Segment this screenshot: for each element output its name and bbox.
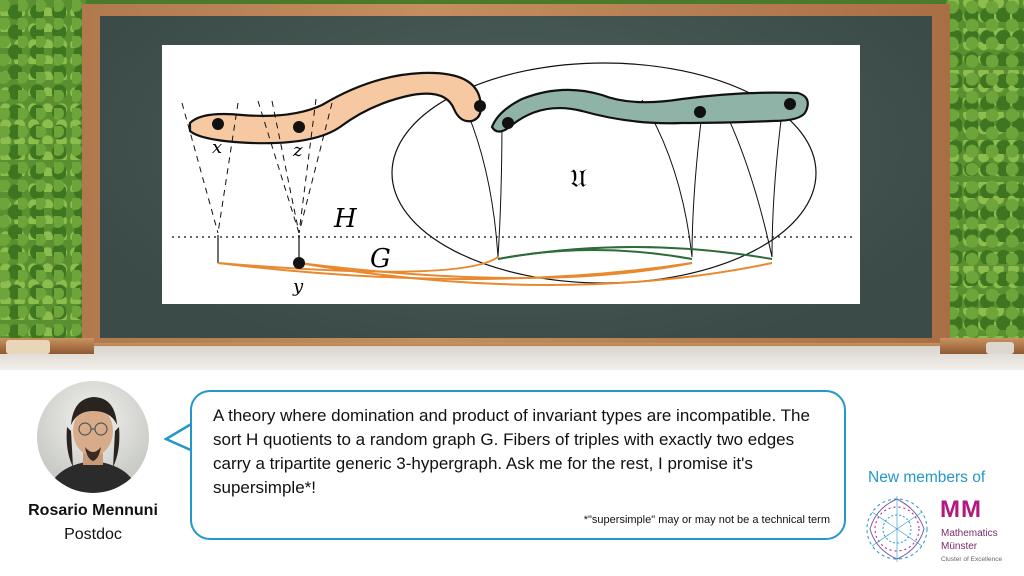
logo-line-cluster: Cluster of Excellence — [941, 556, 1003, 563]
presenter-name: Rosario Mennuni — [28, 502, 158, 519]
orange-blob — [190, 73, 481, 143]
dot-green-1 — [502, 117, 514, 129]
logo-line-mathematics: Mathematics — [941, 528, 998, 539]
bubble-text: A theory where domination and product of invariant types are incompatible. The sort H quotients to a random graph G. Fibers of triples with exactly two edges carry a tripartite generic 3-hypergraph. Ask me for the rest, I promise it's supersimple*! — [213, 406, 810, 497]
ledge — [0, 346, 1024, 370]
dot-y — [293, 257, 305, 269]
spiral-logo-icon — [858, 490, 936, 568]
moss-wall-right — [946, 0, 1024, 348]
speech-bubble — [190, 390, 846, 540]
moss-wall-left — [0, 0, 86, 348]
label-x: x — [212, 137, 223, 158]
avatar — [37, 381, 149, 493]
dot-x — [212, 118, 224, 130]
mm-logo: MM — [940, 496, 982, 523]
dot-green-3 — [784, 98, 796, 110]
eraser — [986, 342, 1014, 354]
presenter-role: Postdoc — [64, 526, 122, 543]
green-edges — [498, 247, 772, 259]
label-h: H — [334, 204, 357, 234]
chalk-piece — [6, 340, 50, 354]
person-photo — [37, 381, 149, 493]
label-g: G — [370, 244, 391, 274]
green-blob — [492, 90, 808, 132]
label-u: 𝔘 — [570, 164, 587, 194]
dot-orange-end — [474, 100, 486, 112]
dot-green-2 — [694, 106, 706, 118]
dot-z — [293, 121, 305, 133]
label-z: z — [293, 140, 303, 161]
logo-line-munster: Münster — [941, 541, 978, 552]
new-members-label: New members of — [868, 469, 986, 486]
label-y: y — [293, 276, 304, 297]
footnote: *"supersimple" may or may not be a technical term — [583, 514, 830, 526]
math-diagram — [162, 45, 860, 304]
